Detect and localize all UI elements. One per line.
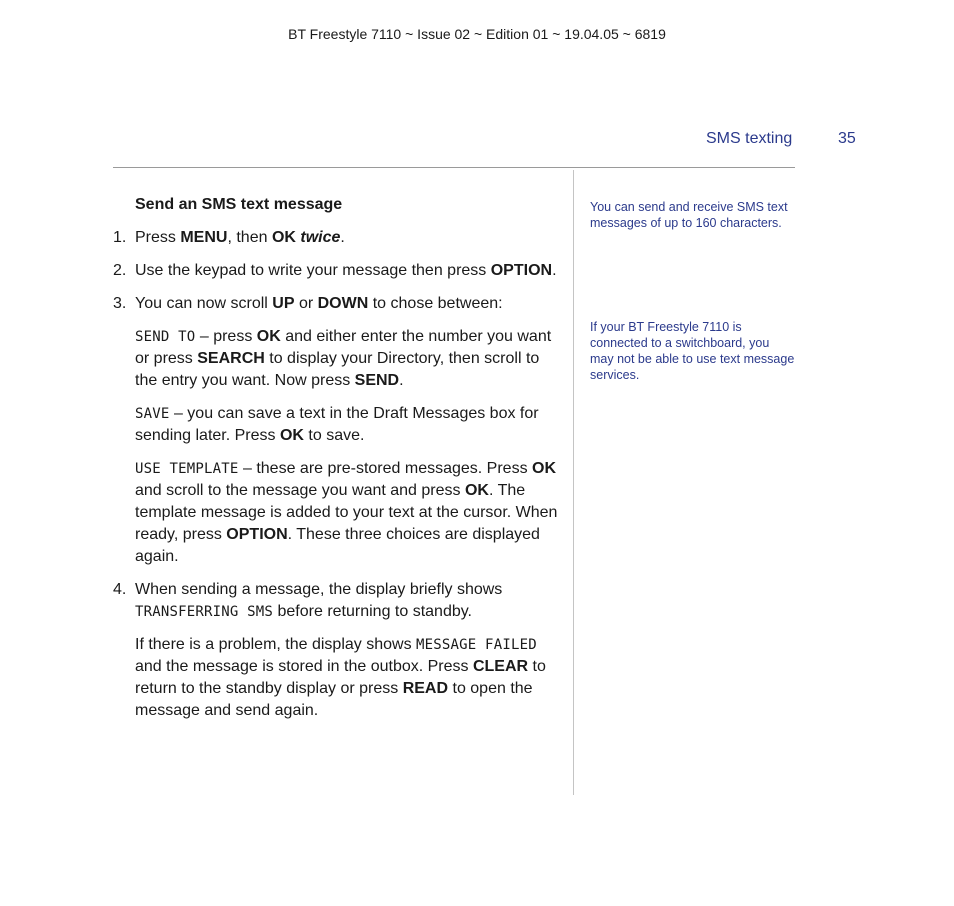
key-ok: OK bbox=[256, 328, 281, 345]
section-heading: Send an SMS text message bbox=[135, 196, 343, 213]
key-menu: MENU bbox=[180, 229, 228, 246]
step-number: 4. bbox=[113, 581, 127, 598]
text: to chose between: bbox=[368, 295, 503, 312]
key-down: DOWN bbox=[317, 295, 369, 312]
text: . bbox=[340, 229, 345, 246]
text: and the message is stored in the outbox. Press bbox=[135, 658, 473, 675]
text: . bbox=[552, 262, 557, 279]
section-title: SMS texting bbox=[706, 130, 793, 147]
text: When sending a message, the display briefly shows bbox=[135, 581, 503, 598]
text: Use the keypad to write your message then press bbox=[135, 262, 491, 279]
display-text-send-to: SEND TO bbox=[135, 329, 196, 345]
page-number: 35 bbox=[838, 130, 856, 147]
text: and scroll to the message you want and press bbox=[135, 482, 465, 499]
key-read: READ bbox=[402, 680, 449, 697]
problem-paragraph bbox=[135, 634, 563, 722]
header-divider bbox=[113, 167, 795, 168]
text: – you can save a text in the Draft Messages box for sending later. Press bbox=[135, 405, 539, 444]
key-ok: OK bbox=[271, 229, 296, 246]
step-number: 3. bbox=[113, 295, 127, 312]
text: to display your Directory, then scroll to the entry you want. Now press bbox=[135, 350, 540, 389]
text: Press bbox=[135, 229, 181, 246]
column-divider bbox=[573, 170, 574, 795]
text: You can now scroll bbox=[135, 295, 273, 312]
key-ok: OK bbox=[279, 427, 304, 444]
display-text-save: SAVE bbox=[135, 406, 170, 422]
text: If there is a problem, the display shows bbox=[135, 636, 417, 653]
text: , then bbox=[227, 229, 272, 246]
emphasis-twice: twice bbox=[300, 229, 341, 246]
step-1 bbox=[113, 227, 563, 249]
key-send: SEND bbox=[354, 372, 400, 389]
text: or bbox=[294, 295, 318, 312]
key-clear: CLEAR bbox=[472, 658, 529, 675]
text: and either enter the number you want or press bbox=[135, 328, 552, 367]
step-number: 2. bbox=[113, 262, 127, 279]
text: . The template message is added to your text at the cursor. When ready, press bbox=[135, 482, 558, 543]
option-use-template bbox=[135, 458, 563, 568]
step-2 bbox=[113, 260, 563, 282]
step-number: 1. bbox=[113, 229, 127, 246]
text: – press bbox=[195, 328, 257, 345]
key-option: OPTION bbox=[226, 526, 288, 543]
display-text-transferring: TRANSFERRING SMS bbox=[135, 604, 274, 620]
text: . bbox=[399, 372, 404, 389]
main-column bbox=[113, 194, 563, 733]
sidebar-note-sms-length: You can send and receive SMS text messages of up to 160 characters. bbox=[590, 200, 788, 230]
text: . These three choices are displayed again. bbox=[135, 526, 540, 565]
key-ok: OK bbox=[532, 460, 557, 477]
sidebar-note-switchboard: If your BT Freestyle 7110 is connected to a switchboard, you may not be able to use text message services. bbox=[590, 320, 795, 382]
key-up: UP bbox=[272, 295, 295, 312]
step-4 bbox=[113, 579, 563, 623]
text: before returning to standby. bbox=[273, 603, 472, 620]
text: to save. bbox=[303, 427, 365, 444]
text: to open the message and send again. bbox=[135, 680, 533, 719]
key-ok: OK bbox=[464, 482, 489, 499]
display-text-use-template: USE TEMPLATE bbox=[135, 461, 239, 477]
option-send-to bbox=[135, 326, 563, 392]
option-save bbox=[135, 403, 563, 447]
display-text-message-failed: MESSAGE FAILED bbox=[416, 637, 537, 653]
text: to return to the standby display or press bbox=[135, 658, 546, 697]
step-3 bbox=[113, 293, 563, 315]
key-option: OPTION bbox=[490, 262, 553, 279]
key-search: SEARCH bbox=[197, 350, 265, 367]
text: – these are pre-stored messages. Press bbox=[238, 460, 533, 477]
document-info: BT Freestyle 7110 ~ Issue 02 ~ Edition 01 ~ 19.04.05 ~ 6819 bbox=[288, 26, 666, 42]
